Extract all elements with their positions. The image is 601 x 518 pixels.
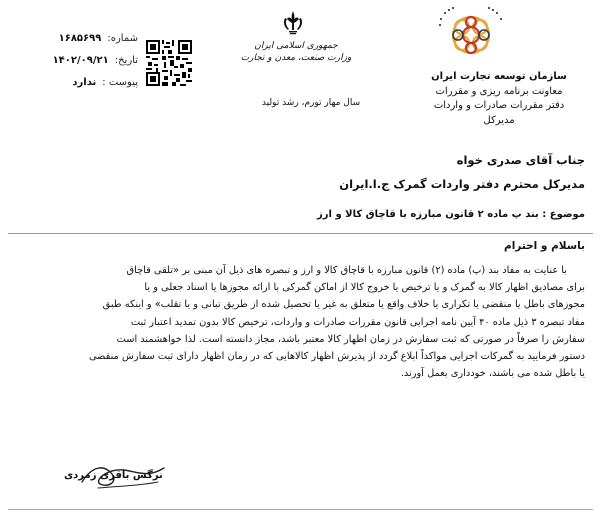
body-line: سفارش را صرفاً در صورتی که ثبت سفارش در زمان اظهار کالا معتبر باشد، مجاز دانسته است. لذا خواهشمند است xyxy=(116,333,585,345)
signatory-name: نرگس باقری زمردی xyxy=(64,470,163,481)
ministry-line-1: جمهوری اسلامی ایران xyxy=(254,41,338,51)
org-line-3: دفتر مقررات صادرات و واردات xyxy=(433,100,565,111)
year-slogan: سال مهار تورم، رشد تولید xyxy=(261,98,361,108)
body-line: برای مصادیق اظهار کالا به گمرک و یا ترخیص یا خروج کالا از اماکن گمرکی با ارائه مجوزها یا اسناد جعلی و یا xyxy=(144,282,585,294)
letter-body xyxy=(15,262,585,382)
org-line-4: مدیرکل xyxy=(483,114,515,126)
org-line-2: معاونت برنامه ریزی و مقررات xyxy=(435,85,563,97)
body-line: دستور فرمایید به گمرکات اجرایی مواکداً ابلاغ گردد از پذیرش اظهار کالاهایی که در زمان اظهار دارای ثبت سفارش منقضی xyxy=(88,351,585,363)
greeting: باسلام و احترام xyxy=(504,240,585,252)
date-value: ۱۴۰۲/۰۹/۲۱ xyxy=(52,55,109,66)
ministry-title xyxy=(236,40,356,64)
meta-number-row xyxy=(8,28,138,50)
tpo-logo-icon xyxy=(436,4,506,66)
date-label: تاریخ: xyxy=(114,55,138,66)
meta-attachment-row xyxy=(8,72,138,94)
letter-meta xyxy=(8,28,138,94)
number-label: شماره: xyxy=(107,33,138,44)
attachment-value: ندارد xyxy=(72,77,97,88)
ministry-line-2: وزارت صنعت، معدن و تجارت xyxy=(240,53,352,63)
body-line: با عنایت به مفاد بند (پ) ماده (۲) قانون مبارزه با قاچاق کالا و ارز و تبصره های ذیل آن مبنی بر «تلقی قاچاق xyxy=(126,265,567,276)
body-line: یا باطل شده می باشند، خودداری بعمل آورند. xyxy=(400,368,585,380)
number-value: ۱۶۸۵۶۹۹ xyxy=(58,33,102,44)
qr-code-icon xyxy=(146,40,192,86)
divider xyxy=(8,233,593,234)
body-line: مجوزهای باطل یا منقضی یا تکراری یا خلاف واقع یا متعلق به غیر یا تحصیل شده از طریق تبانی و یا تقلب» و اینکه طبق xyxy=(102,299,585,311)
org-line-1: سازمان توسعه تجارت ایران xyxy=(431,71,567,82)
attachment-label: پیوست : xyxy=(102,77,138,88)
addressee-title: مدیرکل محترم دفتر واردات گمرک ج.ا.ایران xyxy=(339,177,585,191)
iran-emblem-icon xyxy=(282,10,304,36)
addressee-name: جناب آقای صدری خواه xyxy=(456,153,585,167)
body-line: مفاد تبصره ۳ ذیل ماده ۴۰ آیین نامه اجرایی قانون مقررات صادرات و واردات، ترخیص کالا بدون تمدید اعتبار ثبت xyxy=(130,316,585,328)
organization-block xyxy=(400,70,598,128)
letter-subject: موضوع : بند پ ماده ۲ قانون مبارزه با قاچاق کالا و ارز xyxy=(317,209,585,220)
bottom-divider xyxy=(8,509,593,510)
meta-date-row xyxy=(8,50,138,72)
